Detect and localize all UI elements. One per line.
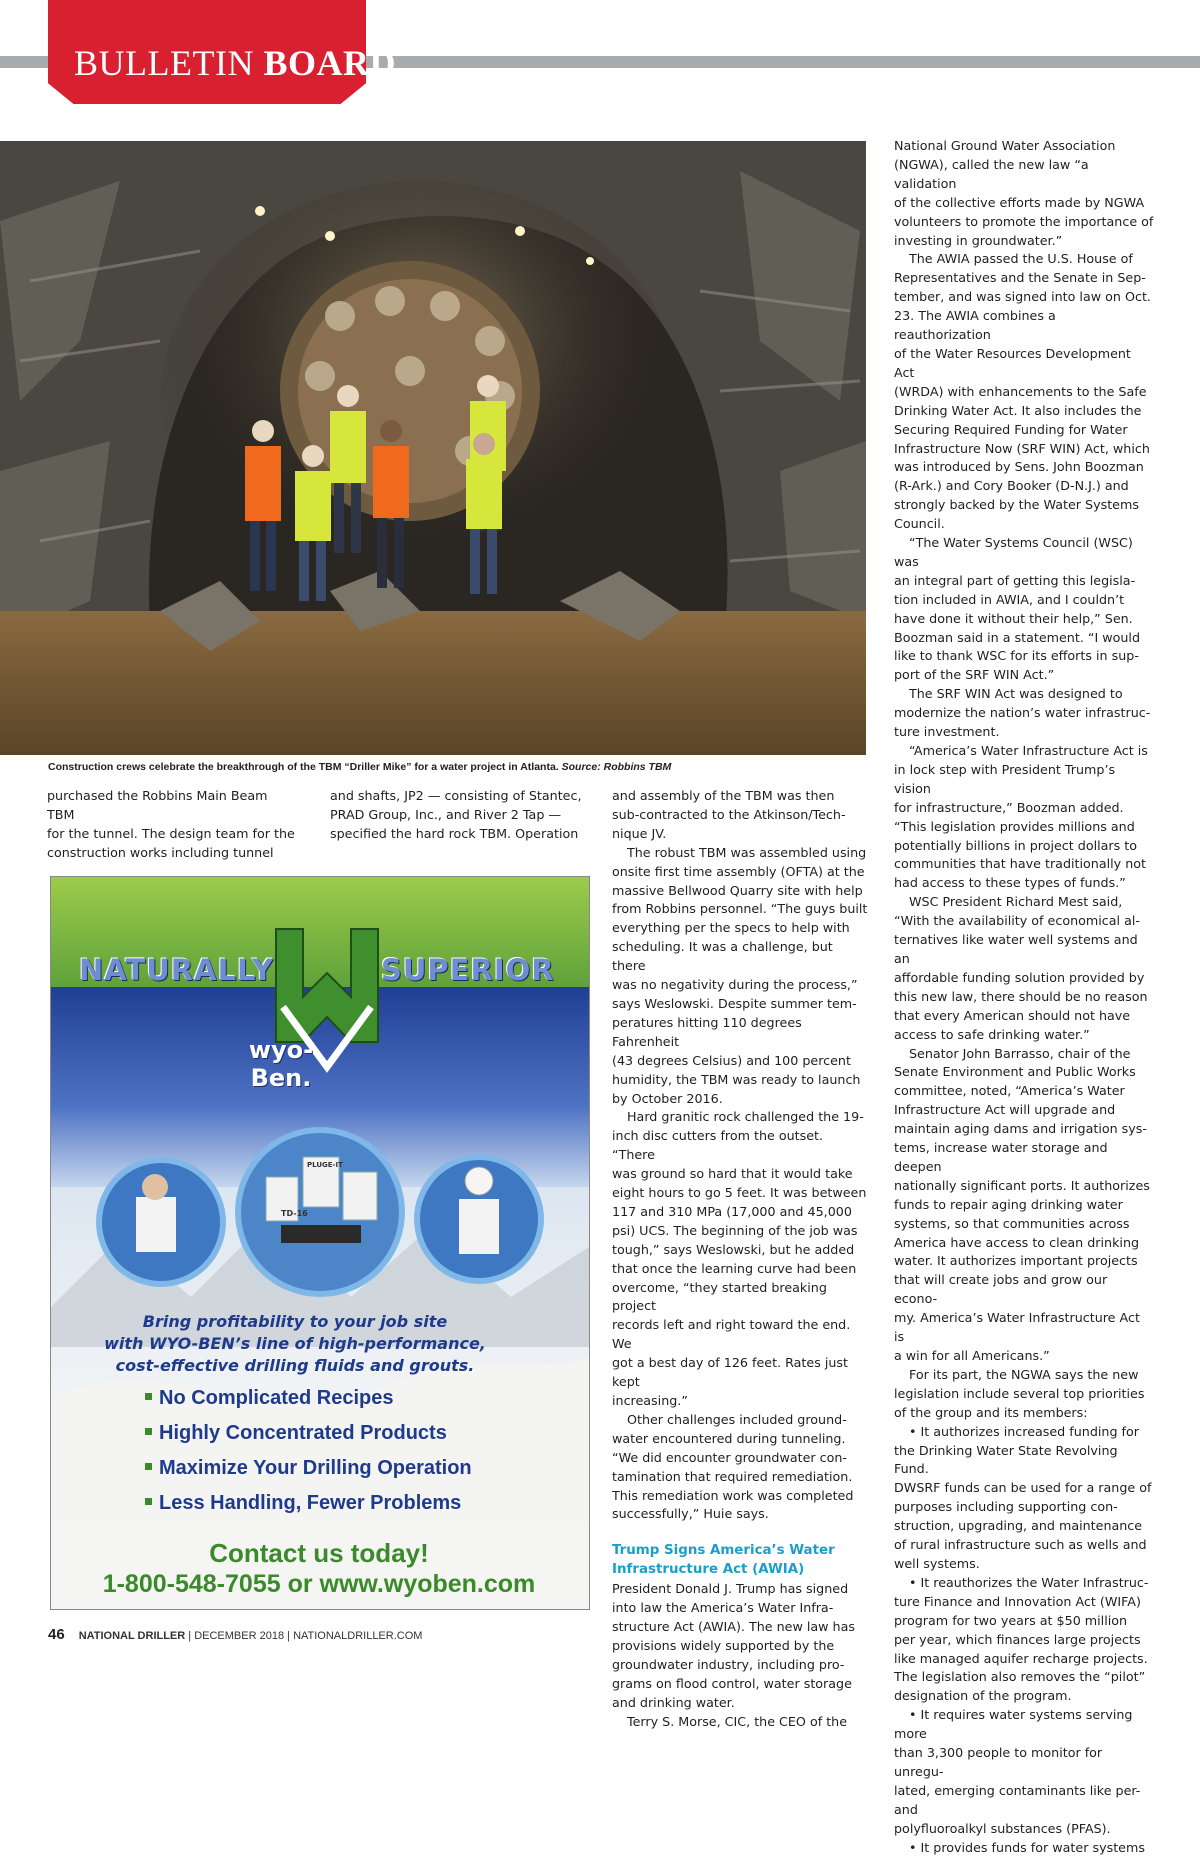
wyoben-w-logo [276,929,378,1042]
col4-para-5: “America’s Water Infrastructure Act is in lock step with President Trump’s vision for infrastructure,” Boozman added. “This legislation provides millions and potentially billions in project dollars to communities that have traditionally not had access to these types of funds.” [894,743,1148,891]
page-number: 46 [48,1626,65,1643]
section-title: BULLETIN BOARD [74,43,396,83]
col4-para-4: The SRF WIN Act was designed to modernize the nation’s water infrastruc- ture investment. [894,686,1151,740]
issue-date: DECEMBER 2018 [194,1630,285,1642]
photo-caption: Construction crews celebrate the breakthrough of the TBM “Driller Mike” for a water project in Atlanta. Source: Robbins TBM [48,761,672,773]
tunnel-photo-illustration [0,141,866,755]
ad-tagline-1: Bring profitability to your job site [142,1312,448,1331]
ad-bullet-4: Less Handling, Fewer Problems [145,1492,461,1515]
col4-para-10: • It reauthorizes the Water Infrastruc- ture Finance and Innovation Act (WIFA) program for two years at $50 million per year, which finances large projects like managed aquifer recharge projects. The legislation also removes the “pilot” designation of the program. [894,1574,1149,1704]
awia-subhead: Trump Signs America’s Water Infrastructure Act (AWIA) [612,1543,835,1578]
ad-bullet-2: Highly Concentrated Products [145,1422,447,1445]
col4-para-1: National Ground Water Association (NGWA), called the new law “a validation of the collective efforts made by NGWA volunteers to promote the importance of investing in groundwater.” [894,138,1154,248]
col4-para-12: • It provides funds for water systems [909,1839,1145,1855]
ad-contact-heading: Contact us today! [209,1538,429,1568]
publication-website: NATIONALDRILLER.COM [293,1630,423,1642]
body-column-3 [612,787,868,1731]
ad-tagline-2: with WYO-BEN’s line of high-performance, [104,1334,486,1353]
col4-para-9: • It authorizes increased funding for the Drinking Water State Revolving Fund. DWSRF funds can be used for a range of purposes including supporting con- struction, upgrading, and maintenance of rural infrastructure such as wells and well systems. [894,1423,1152,1571]
ad-product-label-2: PLUGE-IT [307,1161,343,1169]
ad-naturally: NATURALLY [79,953,275,987]
col4-para-7: Senator John Barrasso, chair of the Senate Environment and Public Works committee, noted, “America’s Water Infrastructure Act will upgrade and maintain aging dams and irrigation sys- tems, increase water storage and deepen nationally significant ports. It authorizes funds to repair aging drinking water systems, so that communities across America have access to clean drinking water. It authorizes important projects that will create jobs and grow our econo- my. America’s Water Infrastructure Act is a win for all Americans.” [894,1045,1150,1363]
col3-para-6: Terry S. Morse, CIC, the CEO of the [627,1713,848,1729]
col4-para-8: For its part, the NGWA says the new legislation include several top priorities of the group and its members: [894,1366,1145,1420]
page-footer: 46 NATIONAL DRILLER | DECEMBER 2018 | NATIONALDRILLER.COM [48,1626,423,1643]
col3-para-3: Hard granitic rock challenged the 19- inch disc cutters from the outset. “There was ground so hard that it would take eight hours to go 5 feet. It was between 117 and 310 MPa (17,000 and 45,000 psi) UCS. The beginning of the job was tough,” says Weslowski, but he added that once the learning curve had been overcome, “they started breaking project records left and right toward the end. We got a best day of 126 feet. Rates just kept increasing.” [612,1109,867,1408]
ad-brand-name: wyo-Ben. [248,1036,314,1092]
col3-para-2: The robust TBM was assembled using onsite first time assembly (OFTA) at the massive Bellwood Quarry site with help from Robbins personnel. “The guys built everything per the specs to help with scheduling. It was a challenge, but there was no negativity during the process,” says Weslowski. Despite summer tem- peratures hitting 110 degrees Fahrenheit (43 degrees Celsius) and 100 percent humidity, the TBM was ready to launch by October 2016. [612,844,868,1106]
col4-para-3: “The Water Systems Council (WSC) was an integral part of getting this legisla- tion included in AWIA, and I couldn’t have done it without their help,” Sen. Boozman said in a statement. “I would like to thank WSC for its efforts in sup- port of the SRF WIN Act.” [894,535,1140,683]
col4-para-11: • It requires water systems serving more than 3,300 people to monitor for unregu- lated, emerging contaminants like per- and polyfluoroalkyl substances (PFAS). [894,1707,1141,1836]
ad-bullet-1: No Complicated Recipes [145,1387,394,1410]
body-column-2: and shafts, JP2 — consisting of Stantec, PRAD Group, Inc., and River 2 Tap — specified the hard rock TBM. Operation [330,788,582,841]
col3-para-1: and assembly of the TBM was then sub-contracted to the Atkinson/Tech- nique JV. [612,788,846,841]
col4-para-6: WSC President Richard Mest said, “With the availability of economical al- ternatives like water well systems and an affordable funding solution provided by this new law, there should be no reason that every American should not have access to safe drinking water.” [894,894,1148,1042]
col3-para-5: President Donald J. Trump has signed into law the America’s Water Infra- structure Act (AWIA). The new law has provisions widely supported by the groundwater industry, including pro- grams on flood control, water storage and drinking water. [612,1581,855,1710]
publication-name: NATIONAL DRILLER [78,1630,186,1642]
ad-product-label-1: TD-16 [281,1209,308,1218]
ad-contact-link[interactable]: 1-800-548-7055 or www.wyoben.com [102,1570,536,1598]
ad-superior: SUPERIOR [381,953,555,987]
tunnel-photo [0,141,866,755]
ad-tagline-3: cost-effective drilling fluids and grouts. [115,1356,475,1375]
body-column-4 [894,137,1154,1857]
body-column-1: purchased the Robbins Main Beam TBM for the tunnel. The design team for the construction works including tunnel [47,788,295,860]
col3-para-4: Other challenges included ground- water encountered during tunneling. “We did encounter groundwater con- tamination that required remediation. This remediation work was completed successfully,” Huie says. [612,1411,854,1522]
col4-para-2: The AWIA passed the U.S. House of Representatives and the Senate in Sep- tember, and was signed into law on Oct. 23. The AWIA combines a reauthorization of the Water Resources Development Act (WRDA) with enhancements to the Safe Drinking Water Act. It also includes the Securing Required Funding for Water Infrastructure Now (SRF WIN) Act, which was introduced by Sens. John Boozman (R-Ark.) and Cory Booker (D-N.J.) and strongly backed by the Water Systems Council. [894,251,1151,532]
ad-bullet-3: Maximize Your Drilling Operation [145,1457,472,1480]
